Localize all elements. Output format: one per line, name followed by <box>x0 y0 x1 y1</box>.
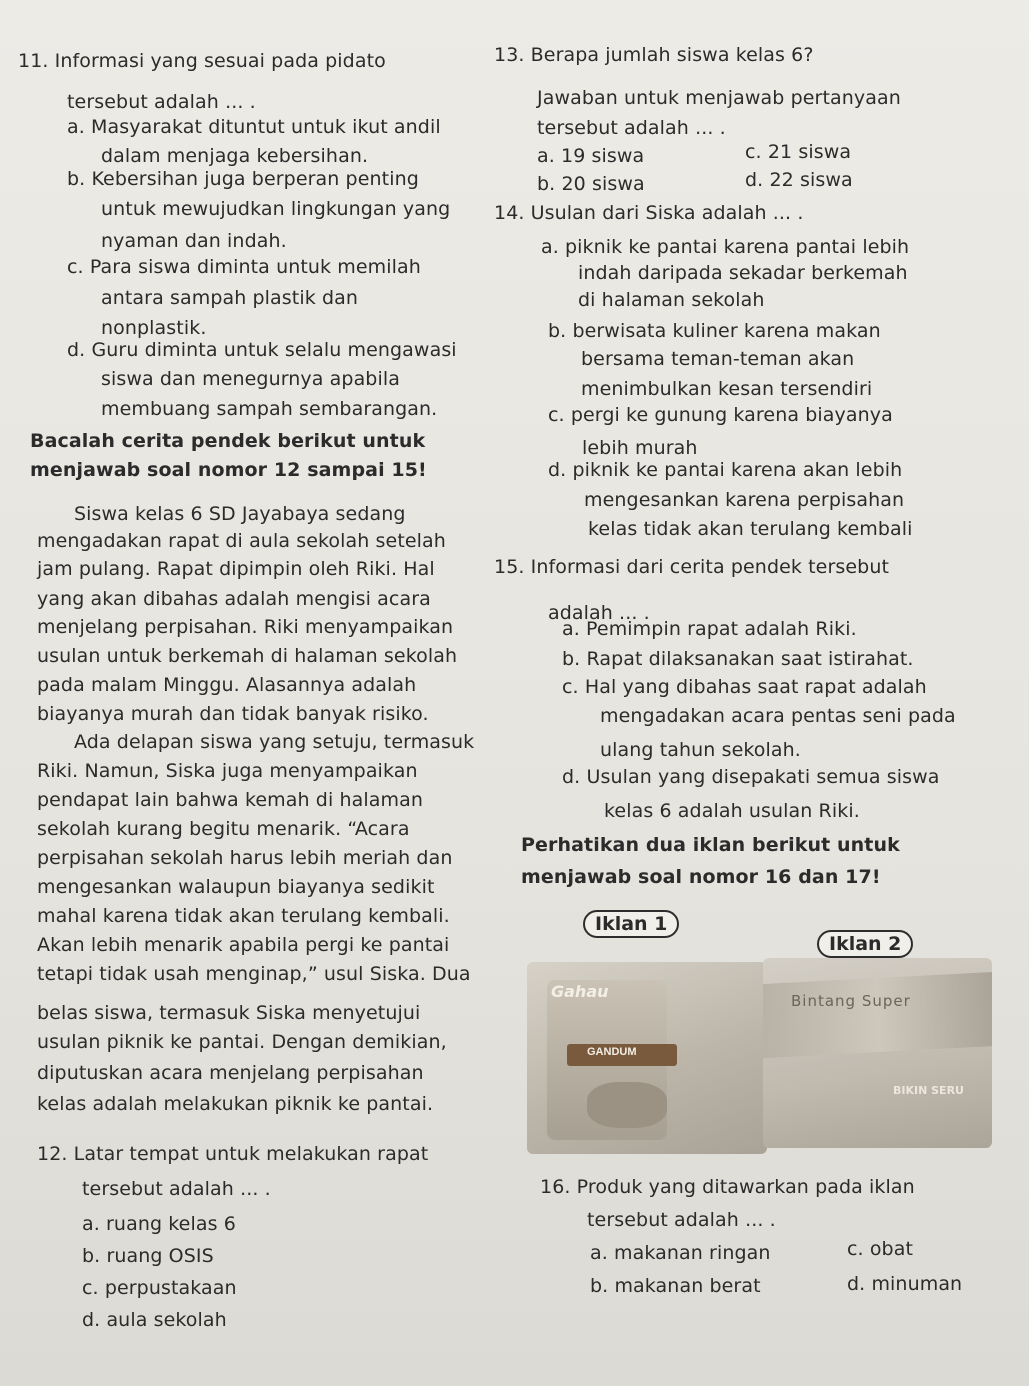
ad-2-label: Iklan 2 <box>817 930 913 958</box>
q16-option-b: b. makanan berat <box>590 1275 761 1297</box>
ad-2-tagline: BIKIN SERU <box>893 1084 964 1097</box>
story-line: pada malam Minggu. Alasannya adalah <box>37 674 417 696</box>
story-line: mengesankan walaupun biayanya sedikit <box>37 876 435 898</box>
q15-stem-line-1: 15. Informasi dari cerita pendek tersebut <box>494 556 890 578</box>
story-line: menjelang perpisahan. Riki menyampaikan <box>37 616 454 638</box>
story-line: mahal karena tidak akan terulang kembali. <box>37 905 450 927</box>
q14-option-c-line-1: c. pergi ke gunung karena biayanya <box>548 404 893 426</box>
story-instruction-line-1: Bacalah cerita pendek berikut untuk <box>30 430 426 452</box>
story-line: usulan untuk berkemah di halaman sekolah <box>37 645 458 667</box>
q16-option-d: d. minuman <box>847 1273 963 1295</box>
q16-stem-line-2: tersebut adalah ... . <box>587 1209 776 1231</box>
q15-option-b: b. Rapat dilaksanakan saat istirahat. <box>562 648 914 670</box>
story-line: yang akan dibahas adalah mengisi acara <box>37 588 431 610</box>
q14-option-b-line-1: b. berwisata kuliner karena makan <box>548 320 881 342</box>
story-line: Ada delapan siswa yang setuju, termasuk <box>74 731 475 753</box>
q14-option-b-line-3: menimbulkan kesan tersendiri <box>581 378 873 400</box>
story-line: sekolah kurang begitu menarik. “Acara <box>37 818 410 840</box>
q15-stem-line-2: adalah ... . <box>548 602 650 624</box>
q15-option-a: a. Pemimpin rapat adalah Riki. <box>562 618 857 640</box>
q11-option-d-line-1: d. Guru diminta untuk selalu mengawasi <box>67 339 457 361</box>
story-instruction-line-2: menjawab soal nomor 12 sampai 15! <box>30 459 427 481</box>
ad-2-brand: Bintang Super <box>791 992 911 1010</box>
ad-1-image <box>527 962 767 1154</box>
story-line: belas siswa, termasuk Siska menyetujui <box>37 1002 421 1024</box>
q12-stem-line-1: 12. Latar tempat untuk melakukan rapat <box>37 1143 429 1165</box>
q11-option-a-line-2: dalam menjaga kebersihan. <box>101 145 369 167</box>
q14-option-c-line-2: lebih murah <box>582 437 698 459</box>
ads-instruction-line-2: menjawab soal nomor 16 dan 17! <box>521 866 881 888</box>
q13-option-c: c. 21 siswa <box>745 141 852 163</box>
q16-stem-line-1: 16. Produk yang ditawarkan pada iklan <box>540 1176 915 1198</box>
q11-option-b-line-1: b. Kebersihan juga berperan penting <box>67 168 419 190</box>
q13-option-a: a. 19 siswa <box>537 145 645 167</box>
ad-2-image <box>763 958 992 1148</box>
story-line: biayanya murah dan tidak banyak risiko. <box>37 703 429 725</box>
q13-option-b: b. 20 siswa <box>537 173 645 195</box>
q11-option-d-line-2: siswa dan menegurnya apabila <box>101 368 400 390</box>
q14-question: 14. Usulan dari Siska adalah ... . <box>494 202 804 224</box>
q14-option-a-line-2: indah daripada sekadar berkemah <box>578 262 908 284</box>
q15-option-c-line-1: c. Hal yang dibahas saat rapat adalah <box>562 676 927 698</box>
ad-2-wafer-bar <box>763 972 992 1059</box>
q11-option-c-line-1: c. Para siswa diminta untuk memilah <box>67 256 421 278</box>
q11-stem-line-1: 11. Informasi yang sesuai pada pidato <box>18 50 386 72</box>
ad-1-product-band <box>567 1044 677 1066</box>
q14-option-b-line-2: bersama teman-teman akan <box>581 348 855 370</box>
story-line: jam pulang. Rapat dipimpin oleh Riki. Hal <box>37 558 435 580</box>
q11-option-b-line-3: nyaman dan indah. <box>101 230 287 252</box>
q13-line-2: tersebut adalah ... . <box>537 117 726 139</box>
q16-option-a: a. makanan ringan <box>590 1242 771 1264</box>
ad-1-snack-shape <box>587 1082 667 1128</box>
q12-option-b: b. ruang OSIS <box>82 1245 214 1267</box>
q13-question: 13. Berapa jumlah siswa kelas 6? <box>494 44 814 66</box>
story-line: tetapi tidak usah menginap,” usul Siska. Dua <box>37 963 471 985</box>
story-line: Akan lebih menarik apabila pergi ke pantai <box>37 934 450 956</box>
q11-option-c-line-3: nonplastik. <box>101 317 207 339</box>
q16-option-c: c. obat <box>847 1238 914 1260</box>
q14-option-a-line-3: di halaman sekolah <box>578 289 765 311</box>
story-line: pendapat lain bahwa kemah di halaman <box>37 789 423 811</box>
q15-option-c-line-3: ulang tahun sekolah. <box>600 739 801 761</box>
q14-option-a-line-1: a. piknik ke pantai karena pantai lebih <box>541 236 910 258</box>
story-line: mengadakan rapat di aula sekolah setelah <box>37 530 446 552</box>
ads-instruction-line-1: Perhatikan dua iklan berikut untuk <box>521 834 900 856</box>
q11-option-d-line-3: membuang sampah sembarangan. <box>101 398 438 420</box>
story-line: Siswa kelas 6 SD Jayabaya sedang <box>74 503 406 525</box>
q12-option-a: a. ruang kelas 6 <box>82 1213 236 1235</box>
q12-option-c: c. perpustakaan <box>82 1277 237 1299</box>
ad-1-product-band-label: GANDUM <box>587 1046 637 1058</box>
q14-option-d-line-1: d. piknik ke pantai karena akan lebih <box>548 459 903 481</box>
ad-1-brand: Gahau <box>551 982 609 1001</box>
q11-option-b-line-2: untuk mewujudkan lingkungan yang <box>101 198 451 220</box>
q15-option-d-line-1: d. Usulan yang disepakati semua siswa <box>562 766 940 788</box>
ad-1-label: Iklan 1 <box>583 910 679 938</box>
q12-option-d: d. aula sekolah <box>82 1309 227 1331</box>
q11-option-a-line-1: a. Masyarakat dituntut untuk ikut andil <box>67 116 441 138</box>
q12-stem-line-2: tersebut adalah ... . <box>82 1178 271 1200</box>
story-line: Riki. Namun, Siska juga menyampaikan <box>37 760 418 782</box>
q13-line-1: Jawaban untuk menjawab pertanyaan <box>537 87 901 109</box>
q15-option-d-line-2: kelas 6 adalah usulan Riki. <box>604 800 860 822</box>
story-line: perpisahan sekolah harus lebih meriah dan <box>37 847 453 869</box>
story-line: kelas adalah melakukan piknik ke pantai. <box>37 1093 434 1115</box>
q13-option-d: d. 22 siswa <box>745 169 853 191</box>
story-line: usulan piknik ke pantai. Dengan demikian, <box>37 1031 447 1053</box>
story-line: diputuskan acara menjelang perpisahan <box>37 1062 424 1084</box>
q11-option-c-line-2: antara sampah plastik dan <box>101 287 359 309</box>
q15-option-c-line-2: mengadakan acara pentas seni pada <box>600 705 956 727</box>
q11-stem-line-2: tersebut adalah ... . <box>67 91 256 113</box>
q14-option-d-line-2: mengesankan karena perpisahan <box>584 489 905 511</box>
q14-option-d-line-3: kelas tidak akan terulang kembali <box>588 518 913 540</box>
